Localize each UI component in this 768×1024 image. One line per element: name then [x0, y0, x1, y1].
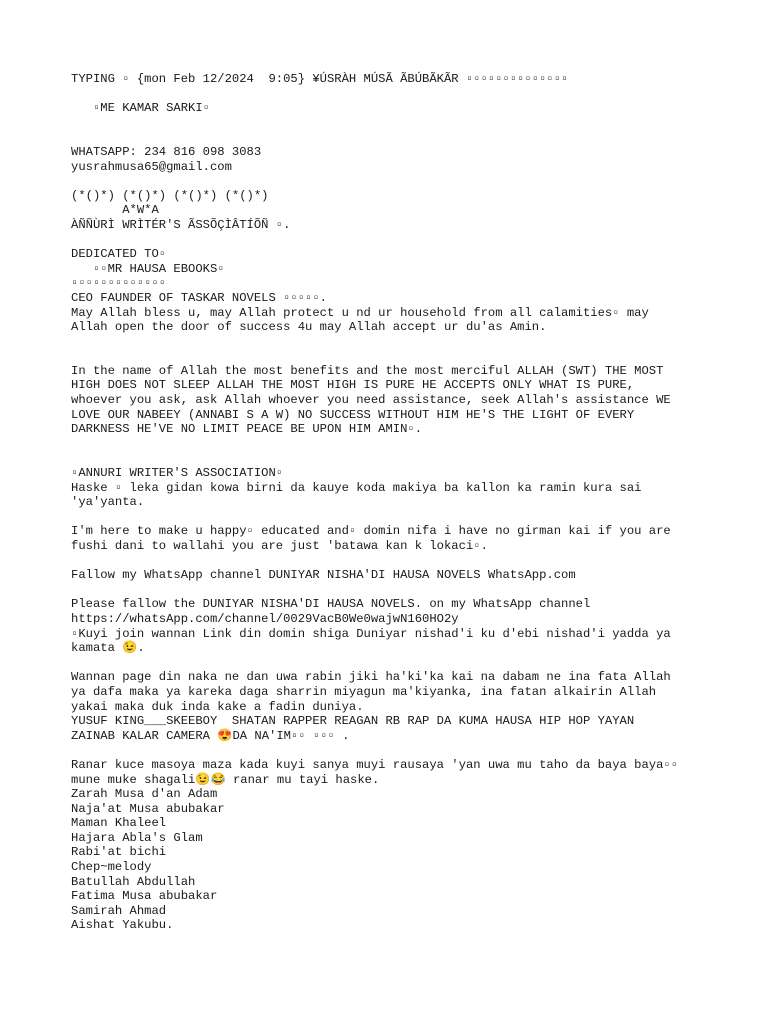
text-line: YUSUF KING___SKEEBOY SHATAN RAPPER REAGAN RB RAP DA KUMA HAUSA HIP HOP YAYAN	[71, 714, 635, 729]
text-line: Chep~melody	[71, 860, 152, 875]
text-line	[71, 451, 751, 466]
text-line	[71, 174, 751, 189]
text-line: Maman Khaleel	[71, 816, 167, 831]
text-line: ▫Kuyi join wannan Link din domin shiga Duniyar nishad'i ku d'ebi nishad'i yadda ya	[71, 626, 671, 641]
text-line	[71, 437, 751, 452]
text-line: Please fallow the DUNIYAR NISHA'DI HAUSA NOVELS. on my WhatsApp channel	[71, 597, 591, 612]
text-line: TYPING ▫ {mon Feb 12/2024 9:05} ¥ÚSRÀH MÚSÃ ÃBÚBÃKÃR ▫▫▫▫▫▫▫▫▫▫▫▫▫▫	[71, 72, 569, 86]
text-line: Samirah Ahmad	[71, 903, 167, 918]
text-line	[71, 116, 751, 131]
text-line: https://whatsApp.com/channel/0029VacB0We0wajwN160HO2y	[71, 611, 459, 626]
text-line: fushi dani to wallahi you are just 'batawa kan k lokaci▫.	[71, 539, 488, 553]
text-line	[71, 130, 751, 145]
text-line: ya dafa maka ya kareka daga sharrin miyagun ma'kiyanka, ina fatan alkairin Allah	[71, 684, 657, 699]
text-line	[71, 335, 751, 350]
text-line: Rabi'at bichi	[71, 845, 167, 860]
text-line: (*()*) (*()*) (*()*) (*()*)	[71, 188, 269, 203]
text-line: Allah open the door of success 4u may Allah accept ur du'as Amin.	[71, 320, 547, 335]
text-line: Hajara Abla's Glam	[71, 830, 203, 845]
text-line	[71, 656, 751, 671]
text-line: Aishat Yakubu.	[71, 918, 174, 933]
text-line: DARKNESS HE'VE NO LIMIT PEACE BE UPON HIM AMIN▫.	[71, 422, 423, 437]
text-line: ZAINAB KALAR CAMERA 😍DA NA'IM▫▫ ▫▫▫ .	[71, 728, 350, 743]
text-line: 'ya'yanta.	[71, 495, 145, 510]
text-line: CEO FAUNDER OF TASKAR NOVELS ▫▫▫▫▫.	[71, 290, 327, 305]
text-line	[71, 87, 751, 102]
text-line: kamata 😉.	[71, 641, 145, 656]
text-line: Zarah Musa d'an Adam	[71, 787, 218, 802]
text-line: In the name of Allah the most benefits and the most merciful ALLAH (SWT) THE MOST	[71, 363, 664, 378]
document-body	[71, 72, 751, 933]
text-line: mune muke shagali😉😂 ranar mu tayi haske.	[71, 772, 380, 787]
text-line	[71, 510, 751, 525]
text-line: Ranar kuce masoya maza kada kuyi sanya muyi rausaya 'yan uwa mu taho da baya baya▫▫	[71, 757, 679, 772]
text-line: ▫▫MR HAUSA EBOOKS▫	[71, 261, 225, 276]
text-line: yakai maka duk inda kake a fadin duniya.	[71, 699, 364, 714]
text-line: Haske ▫ leka gidan kowa birni da kauye koda makiya ba kallon ka ramin kura sai	[71, 480, 642, 495]
text-line: Batullah Abdullah	[71, 874, 196, 889]
text-line: Fallow my WhatsApp channel DUNIYAR NISHA'DI HAUSA NOVELS WhatsApp.com	[71, 568, 576, 583]
text-line: May Allah bless u, may Allah protect u nd ur household from all calamities▫ may	[71, 305, 649, 320]
text-line: Wannan page din naka ne dan uwa rabin jiki ha'ki'ka kai na dabam ne ina fata Allah	[71, 670, 671, 685]
text-line: yusrahmusa65@gmail.com	[71, 159, 232, 174]
text-line: Fatima Musa abubakar	[71, 889, 218, 904]
text-line: ▫ME KAMAR SARKI▫	[71, 101, 210, 116]
text-line: I'm here to make u happy▫ educated and▫ domin nifa i have no girman kai if you are	[71, 524, 671, 539]
text-line: ▫▫▫▫▫▫▫▫▫▫▫▫▫	[71, 276, 167, 291]
text-line: ▫ANNURI WRITER'S ASSOCIATION▫	[71, 466, 284, 481]
text-line: ÀÑÑÙRÌ WRÌTÉR'S ÃSSÕÇÌÂTÍÕÑ ▫.	[71, 217, 291, 232]
text-line	[71, 743, 751, 758]
text-line	[71, 583, 751, 598]
text-line	[71, 349, 751, 364]
text-line	[71, 554, 751, 569]
text-line: whoever you ask, ask Allah whoever you need assistance, seek Allah's assistance WE	[71, 393, 671, 408]
text-line: WHATSAPP: 234 816 098 3083	[71, 144, 262, 159]
text-line: LOVE OUR NABEEY (ANNABI S A W) NO SUCCESS WITHOUT HIM HE'S THE LIGHT OF EVERY	[71, 407, 635, 422]
text-line: Naja'at Musa abubakar	[71, 801, 225, 816]
text-line: HIGH DOES NOT SLEEP ALLAH THE MOST HIGH IS PURE HE ACCEPTS ONLY WHAT IS PURE,	[71, 378, 635, 393]
text-line	[71, 233, 751, 248]
text-line: DEDICATED TO▫	[71, 247, 167, 262]
text-line: A*W*A	[71, 203, 159, 218]
